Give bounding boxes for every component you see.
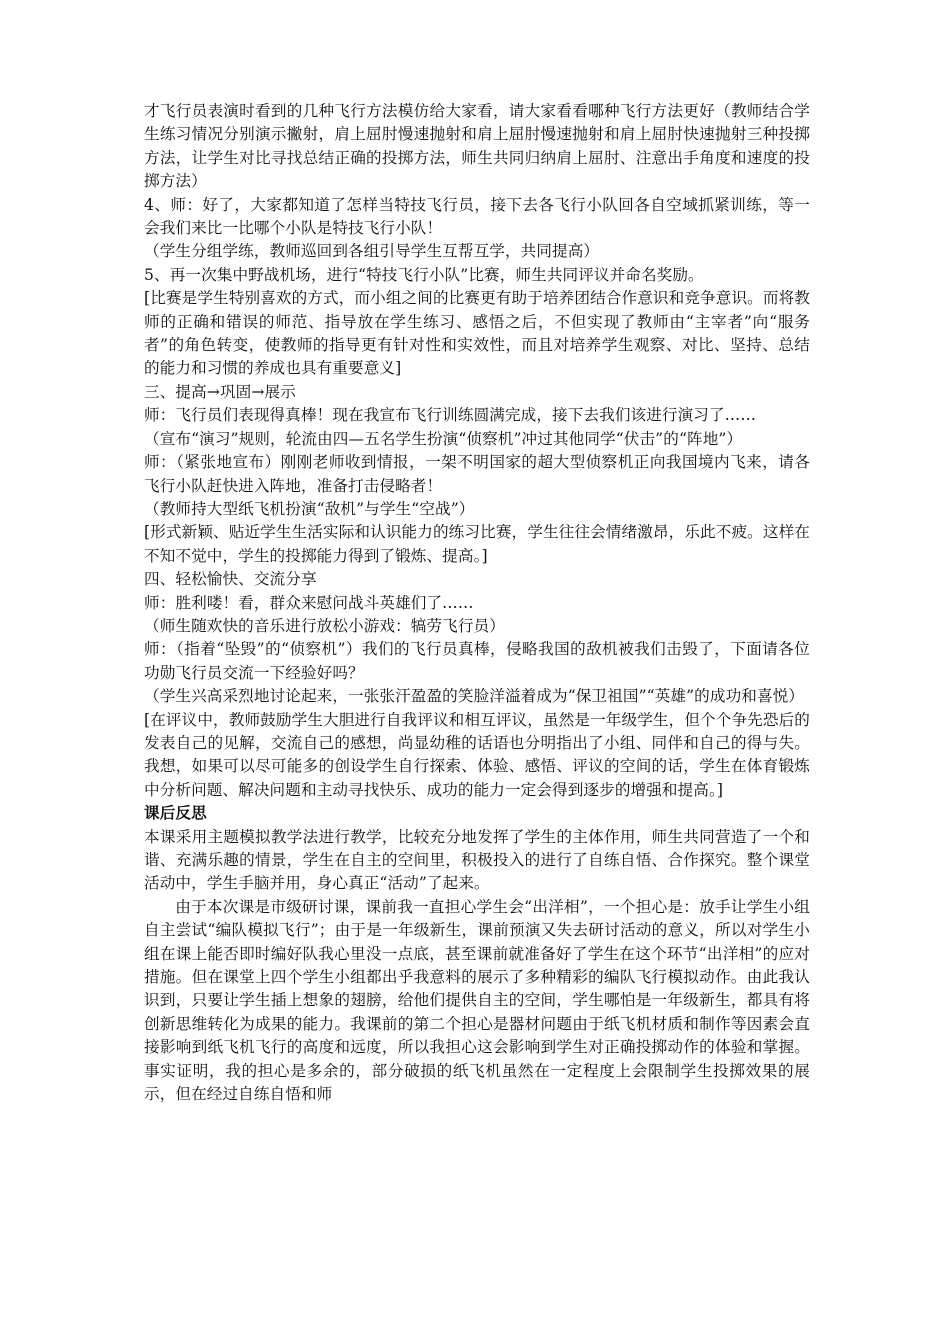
section-heading-3: 三、提高→巩固→展示 [144,382,296,401]
paragraph-step-5: 5、再一次集中野战机场，进行“特技飞行小队”比赛，师生共同评议并命名奖励。 [144,265,704,284]
reflection-heading: 课后反思 [144,804,207,823]
reflection-paragraph-1: 本课采用主题模拟教学法进行教学，比较充分地发挥了学生的主体作用，师生共同营造了一个和谐、充满乐趣的情景，学生在自主的空间里，积极投入的进行了自练自悟、合作探究。整个课堂活动中，学生手脑并用，身心真正“活动”了起来。 [144,827,810,893]
paragraph-student-discussion: （学生兴高采烈地讨论起来，一张张汗盈盈的笑脸洋溢着成为“保卫祖国”“英雄”的成功和喜悦） [144,687,805,706]
reflection-paragraph-2: 由于本次课是市级研讨课，课前我一直担心学生会“出洋相”，一个担心是：放手让学生小组自主尝试“编队模拟飞行”；由于是一年级新生，课前预演又失去研讨活动的意义，所以对学生小组在课上能否即时编好队我心里没一点底，甚至课前就准备好了学生在这个环节“出洋相”的应对措施。但在课堂上四个学生小组都出乎我意料的展示了多种精彩的编队飞行模拟动作。由此我认识到，只要让学生插上想象的翅膀，给他们提供自主的空间，学生哪怕是一年级新生，都具有将创新思维转化为成果的能力。我课前的第二个担心是器材问题由于纸飞机材质和制作等因素会直接影响到纸飞机飞行的高度和远度，所以我担心这会影响到学生对正确投掷动作的体验和掌握。事实证明，我的担心是多余的，部分破损的纸飞机虽然在一定程度上会限制学生投掷效果的展示，但在经过自练自悟和师 [144,897,810,1104]
paragraph-victory: 师：胜利喽！看，群众来慰问战斗英雄们了…… [144,593,474,612]
paragraph-throw-methods: 才飞行员表演时看到的几种飞行方法模仿给大家看，请大家看看哪种飞行方法更好（教师结合学生练习情况分别演示撇射，肩上屈肘慢速抛射和肩上屈肘慢速抛射和肩上屈肘快速抛射三种投掷方法，让学生对比寻找总结正确的投掷方法，师生共同归纳肩上屈肘、注意出手角度和速度的投掷方法） [144,102,810,191]
paragraph-format-note: [形式新颖、贴近学生生活实际和认识能力的练习比赛，学生往往会情绪激昂，乐此不疲。这样在不知不觉中，学生的投掷能力得到了锻炼、提高。] [144,523,810,565]
paragraph-share-experience: 师：（指着“坠毁”的“侦察机”）我们的飞行员真棒，侵略我国的敌机被我们击毁了，下面请各位功勋飞行员交流一下经验好吗？ [144,640,810,682]
paragraph-evaluation-note: [在评议中，教师鼓励学生大胆进行自我评议和相互评议，虽然是一年级学生，但个个争先恐后的发表自己的见解，交流自己的感想，尚显幼稚的话语也分明指出了小组、同伴和自己的得与失。我想，如果可以尽可能多的创设学生自行探索、体验、感悟、评议的空间的话，学生在体育锻炼中分析问题、解决问题和主动寻找快乐、成功的能力一定会得到逐步的增强和提高。] [144,710,810,799]
paragraph-step-4: 4、师：好了，大家都知道了怎样当特技飞行员，接下去各飞行小队回各自空域抓紧训练，等一会我们来比一比哪个小队是特技飞行小队！ [144,195,810,238]
paragraph-air-battle: （教师持大型纸飞机扮演“敌机”与学生“空战”） [144,499,475,518]
document-page [144,100,810,1106]
paragraph-relax-game: （师生随欢快的音乐进行放松小游戏：犒劳飞行员） [144,616,505,635]
paragraph-group-practice: （学生分组学练，教师巡回到各组引导学生互帮互学，共同提高） [144,242,600,261]
paragraph-competition-note: [比赛是学生特别喜欢的方式，而小组之间的比赛更有助于培养团结合作意识和竞争意识。而将教师的正确和错误的师范、指导放在学生练习、感悟之后，不但实现了教师由“主宰者”向“服务者”的角色转变，使教师的指导更有针对性和实效性，而且对培养学生观察、对比、坚持、总结的能力和习惯的养成也具有重要意义] [144,289,810,378]
section-heading-4: 四、轻松愉快、交流分享 [144,570,317,589]
paragraph-teacher-announce: 师：飞行员们表现得真棒！现在我宣布飞行训练圆满完成，接下去我们该进行演习了…… [144,406,757,425]
paragraph-exercise-rules: （宣布“演习”规则，轮流由四—五名学生扮演“侦察机”冲过其他同学“伏击”的“阵地”） [144,429,743,448]
paragraph-teacher-urgent: 师：（紧张地宣布）刚刚老师收到情报，一架不明国家的超大型侦察机正向我国境内飞来，请各飞行小队赶快进入阵地，准备打击侵略者！ [144,453,810,495]
